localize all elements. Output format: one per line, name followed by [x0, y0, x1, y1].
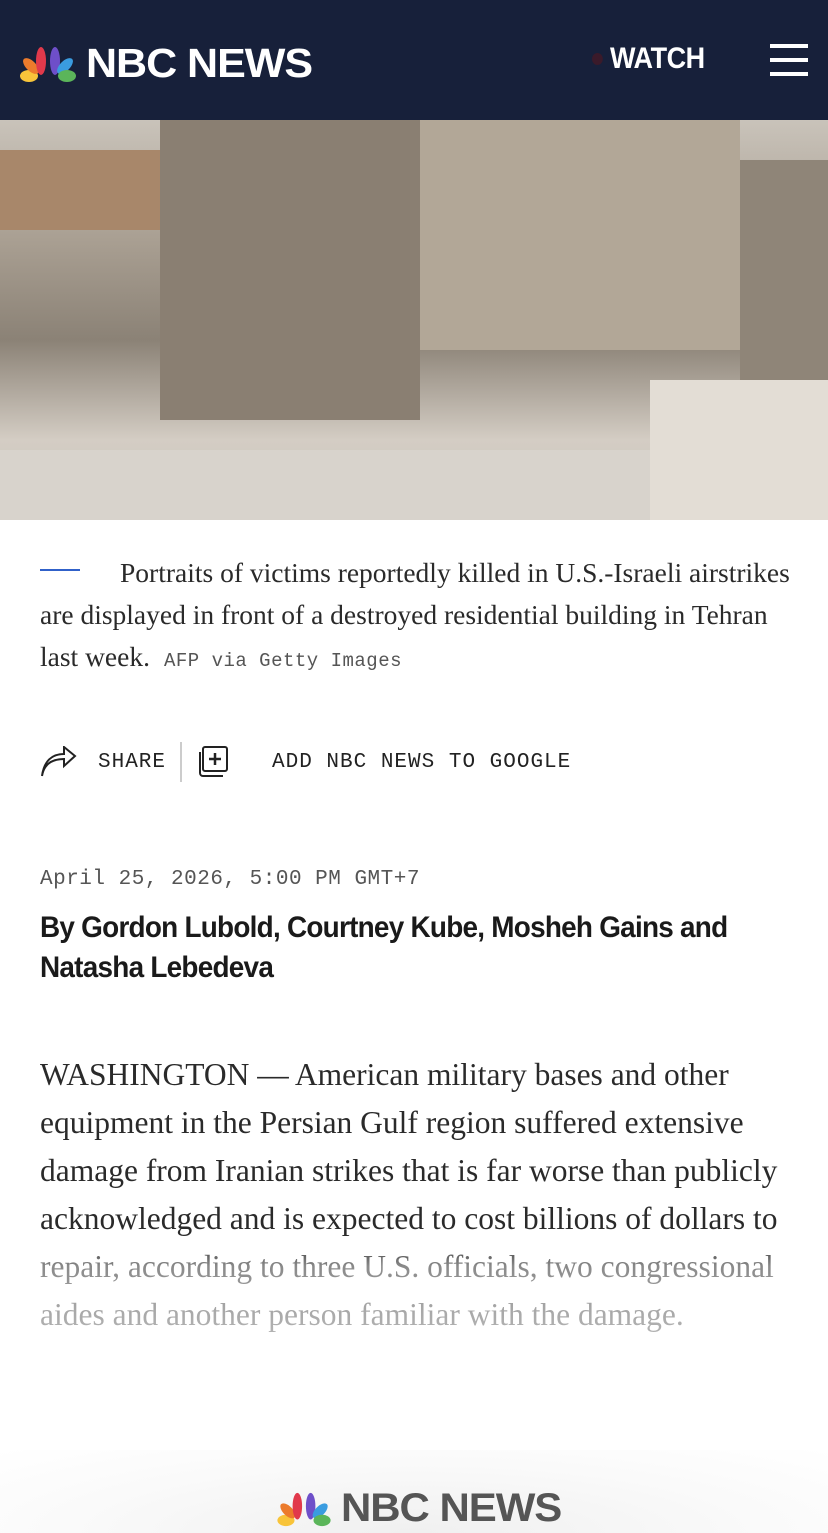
- nbc-peacock-logo: [20, 44, 76, 84]
- divider: [180, 742, 182, 782]
- live-dot-icon: [592, 53, 603, 65]
- footer-brand-name: NBC NEWS: [341, 1486, 562, 1530]
- article-body: WASHINGTON — American military bases and other equipment in the Persian Gulf region suffered extensive damage from Iranian strikes that is far worse than publicly acknowledged and is expected to cost billions of dollars to repair, according to three U.S. officials, two congressional aides and another person familiar with the damage.: [40, 1051, 800, 1339]
- byline: By Gordon Lubold, Courtney Kube, Mosheh Gains and Natasha Lebedeva: [40, 911, 728, 984]
- brand-name: NBC NEWS: [86, 40, 312, 86]
- hamburger-menu-icon[interactable]: [770, 44, 808, 76]
- watch-label: WATCH: [610, 42, 705, 75]
- footer: [0, 1450, 828, 1533]
- hero-image: [0, 120, 828, 520]
- add-to-google-icon[interactable]: [196, 745, 230, 779]
- add-nbc-to-google-link[interactable]: ADD NBC NEWS TO GOOGLE: [272, 750, 572, 774]
- caption-rule: [40, 569, 80, 571]
- caption-text: Portraits of victims reportedly killed in U.S.-Israeli airstrikes are displayed in front of a destroyed residential building in Tehran last week.: [40, 557, 790, 672]
- article-actions: [40, 742, 571, 782]
- nbc-peacock-logo: [277, 1490, 331, 1528]
- site-header: [0, 0, 828, 120]
- share-arrow-icon[interactable]: [40, 746, 78, 778]
- publish-date: April 25, 2026, 5:00 PM GMT+7: [40, 868, 420, 891]
- footer-logo: [277, 1486, 562, 1531]
- nbc-news-logo[interactable]: [20, 40, 312, 87]
- photo-credit: AFP via Getty Images: [163, 650, 403, 672]
- image-caption: [40, 552, 800, 682]
- watch-button[interactable]: [592, 42, 705, 76]
- share-button[interactable]: SHARE: [98, 750, 167, 774]
